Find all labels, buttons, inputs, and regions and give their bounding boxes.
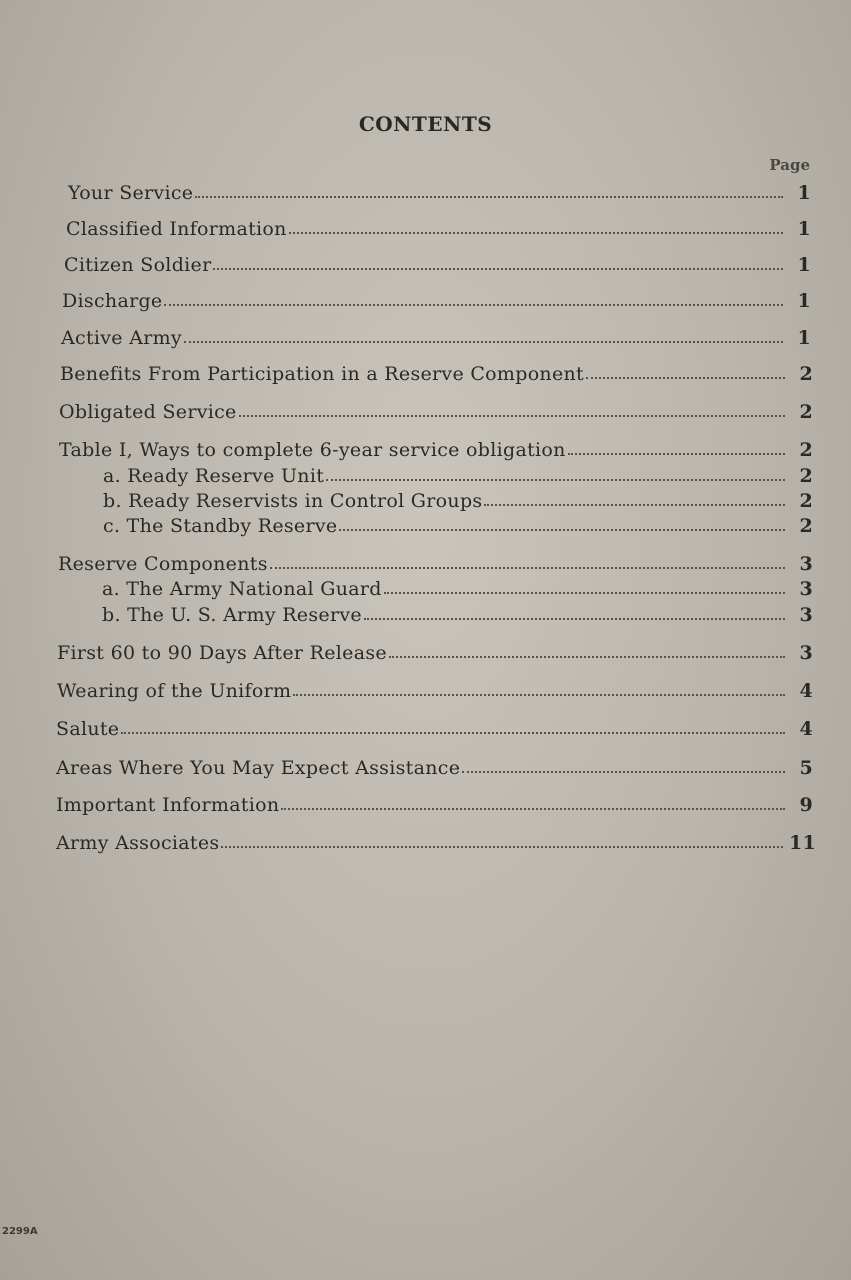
toc-subentry-army-reserve[interactable] — [102, 604, 813, 626]
toc-entry-page: 3 — [799, 604, 813, 626]
leader-dots — [221, 846, 783, 848]
toc-entry-first-60-90-days[interactable] — [57, 642, 813, 664]
toc-entry-salute[interactable] — [56, 718, 813, 740]
toc-entry-page: 1 — [797, 182, 811, 204]
toc-entry-page: 11 — [789, 832, 817, 854]
toc-entry-label: Table I, Ways to complete 6-year service obligation — [59, 439, 566, 461]
toc-entry-wearing-uniform[interactable] — [57, 680, 813, 702]
toc-entry-page: 2 — [799, 401, 813, 423]
print-code: 2299A — [2, 1226, 38, 1237]
toc-entry-important-information[interactable] — [56, 794, 813, 816]
toc-entry-label: Areas Where You May Expect Assistance — [56, 757, 461, 779]
toc-entry-label: Obligated Service — [59, 401, 237, 423]
leader-dots — [326, 479, 785, 481]
toc-entry-active-army[interactable] — [61, 327, 811, 349]
toc-entry-discharge[interactable] — [62, 290, 811, 312]
toc-entry-label: b. Ready Reservists in Control Groups — [103, 490, 483, 512]
leader-dots — [339, 529, 785, 531]
page-title: CONTENTS — [358, 112, 493, 136]
toc-entry-page: 1 — [797, 327, 811, 349]
toc-entry-page: 2 — [799, 439, 813, 461]
toc-entry-areas-assistance[interactable] — [56, 757, 813, 779]
leader-dots — [484, 504, 785, 506]
leader-dots — [364, 618, 785, 620]
toc-entry-label: Benefits From Participation in a Reserve Component — [60, 363, 584, 385]
toc-entry-reserve-components[interactable] — [58, 553, 813, 575]
toc-subentry-national-guard[interactable] — [102, 578, 813, 600]
toc-entry-army-associates[interactable] — [56, 832, 817, 854]
toc-entry-label: b. The U. S. Army Reserve — [102, 604, 362, 626]
toc-entry-label: Wearing of the Uniform — [57, 680, 292, 702]
leader-dots — [184, 341, 783, 343]
toc-entry-obligated-service[interactable] — [59, 401, 813, 423]
toc-entry-citizen-soldier[interactable] — [64, 254, 811, 276]
leader-dots — [195, 196, 783, 198]
toc-entry-label: Your Service — [68, 182, 194, 204]
leader-dots — [389, 656, 785, 658]
toc-entry-page: 2 — [799, 490, 813, 512]
toc-entry-page: 3 — [799, 642, 813, 664]
leader-dots — [289, 232, 783, 234]
toc-entry-your-service[interactable] — [68, 182, 811, 204]
toc-entry-page: 1 — [797, 218, 811, 240]
toc-entry-label: Reserve Components — [58, 553, 268, 575]
toc-entry-label: Classified Information — [66, 218, 287, 240]
toc-entry-page: 5 — [799, 757, 813, 779]
toc-entry-label: Army Associates — [56, 832, 220, 854]
toc-entry-label: Active Army — [61, 327, 182, 349]
toc-subentry-control-groups[interactable] — [103, 490, 813, 512]
toc-entry-page: 9 — [799, 794, 813, 816]
toc-entry-classified-information[interactable] — [66, 218, 811, 240]
toc-entry-page: 4 — [799, 718, 813, 740]
toc-entry-page: 3 — [799, 578, 813, 600]
toc-entry-label: Important Information — [56, 794, 280, 816]
toc-entry-label: Citizen Soldier — [64, 254, 212, 276]
toc-entry-label: First 60 to 90 Days After Release — [57, 642, 387, 664]
leader-dots — [462, 771, 785, 773]
page-column-header: Page — [769, 156, 810, 174]
toc-entry-page: 2 — [799, 363, 813, 385]
toc-entry-label: a. The Army National Guard — [102, 578, 382, 600]
leader-dots — [384, 592, 785, 594]
toc-entry-page: 4 — [799, 680, 813, 702]
leader-dots — [239, 415, 785, 417]
toc-entry-benefits[interactable] — [60, 363, 813, 385]
toc-entry-page: 1 — [797, 254, 811, 276]
leader-dots — [164, 304, 783, 306]
toc-entry-page: 3 — [799, 553, 813, 575]
toc-entry-table-i[interactable] — [59, 439, 813, 461]
toc-entry-label: c. The Standby Reserve — [103, 515, 338, 537]
toc-entry-page: 2 — [799, 465, 813, 487]
toc-subentry-ready-reserve-unit[interactable] — [103, 465, 813, 487]
leader-dots — [293, 694, 785, 696]
toc-entry-page: 1 — [797, 290, 811, 312]
leader-dots — [270, 567, 785, 569]
leader-dots — [121, 732, 785, 734]
toc-entry-label: Discharge — [62, 290, 163, 312]
toc-subentry-standby-reserve[interactable] — [103, 515, 813, 537]
toc-entry-label: a. Ready Reserve Unit — [103, 465, 325, 487]
leader-dots — [586, 377, 785, 379]
toc-entry-page: 2 — [799, 515, 813, 537]
leader-dots — [568, 453, 785, 455]
toc-entry-label: Salute — [56, 718, 120, 740]
leader-dots — [213, 268, 783, 270]
leader-dots — [281, 808, 785, 810]
